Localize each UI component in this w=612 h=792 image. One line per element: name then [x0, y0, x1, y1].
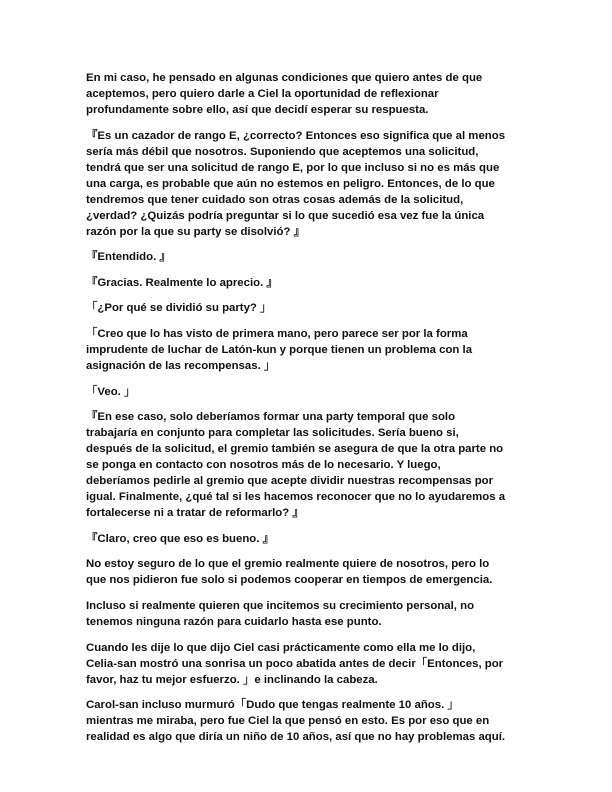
- paragraph-dialogue-question-party: 「¿Por qué se dividió su party? 」: [86, 302, 272, 315]
- paragraph-narration-growth: Incluso si realmente quieren que incitemos su crecimiento personal, no tenemos ninguna razón para cuidarlo hasta ese punto.: [86, 599, 475, 628]
- paragraph-dialogue-temporary-party: 『En ese caso, solo deberíamos formar una party temporal que solo trabajaría en conjunto para completar las solicitudes. Sería bueno si, después de la solicitud, el gremio también se asegura de que la otra parte no se ponga en contacto con nosotros más de lo necesario. Y luego, deberíamos pedirle al gremio que acepte dividir nuestras recompensas por igual. Finalmente, ¿qué tal si les hacemos reconocer que no lo ayudaremos a fortalecerse ni a tratar de reformarlo? 』: [86, 411, 506, 520]
- paragraph-ciel-dialogue-rank-e: 『Es un cazador de rango E, ¿correcto? Entonces eso significa que al menos sería más débil que nosotros. Suponiendo que aceptemos una solicitud, tendrá que ser una solicitud de rango E, por lo que incluso si no es más que una carga, es probable que aún no estemos en peligro. Entonces, de lo que tendremos que tener cuidado son otras cosas además de la solicitud, ¿verdad? ¿Quizás podría preguntar si lo que sucedió esa vez fue la única razón por la que su party se disolvió? 』: [86, 129, 506, 238]
- paragraph-narration-celia: Cuando les dije lo que dijo Ciel casi prácticamente como ella me lo dijo, Celia-san mostró una sonrisa un poco abatida antes de decir「Entonces, por favor, haz tu mejor esfuerzo. 」e inclinando la cabeza.: [86, 641, 504, 686]
- paragraph-dialogue-understood: 『Entendido. 』: [86, 251, 171, 264]
- paragraph-narration-guild: No estoy seguro de lo que el gremio realmente quiere de nosotros, pero lo que nos pidieron fue solo si podemos cooperar en tiempos de emergencia.: [86, 558, 493, 587]
- paragraph-dialogue-answer-party: 「Creo que lo has visto de primera mano, pero parece ser por la forma imprudente de luchar de Latón-kun y porque tienen un problema con la asignación de las recompensas. 」: [86, 327, 473, 372]
- document-page: [86, 70, 532, 755]
- paragraph-narration-intro: En mi caso, he pensado en algunas condiciones que quiero antes de que aceptemos, pero quiero darle a Ciel la oportunidad de reflexionar profundamente sobre ello, así que decidí esperar su respuesta.: [86, 72, 483, 116]
- paragraph-dialogue-agree: 『Claro, creo que eso es bueno. 』: [86, 532, 274, 545]
- paragraph-narration-carol: Carol-san incluso murmuró「Dudo que tengas realmente 10 años. 」 mientras me miraba, pero fue Ciel la que pensó en esto. Es por eso que en realidad es algo que diría un niño de 10 años, así que no hay problemas aquí.: [86, 699, 506, 744]
- paragraph-dialogue-i-see: 「Veo. 」: [86, 385, 136, 398]
- paragraph-dialogue-thanks: 『Gracias. Realmente lo aprecio. 』: [86, 276, 278, 289]
